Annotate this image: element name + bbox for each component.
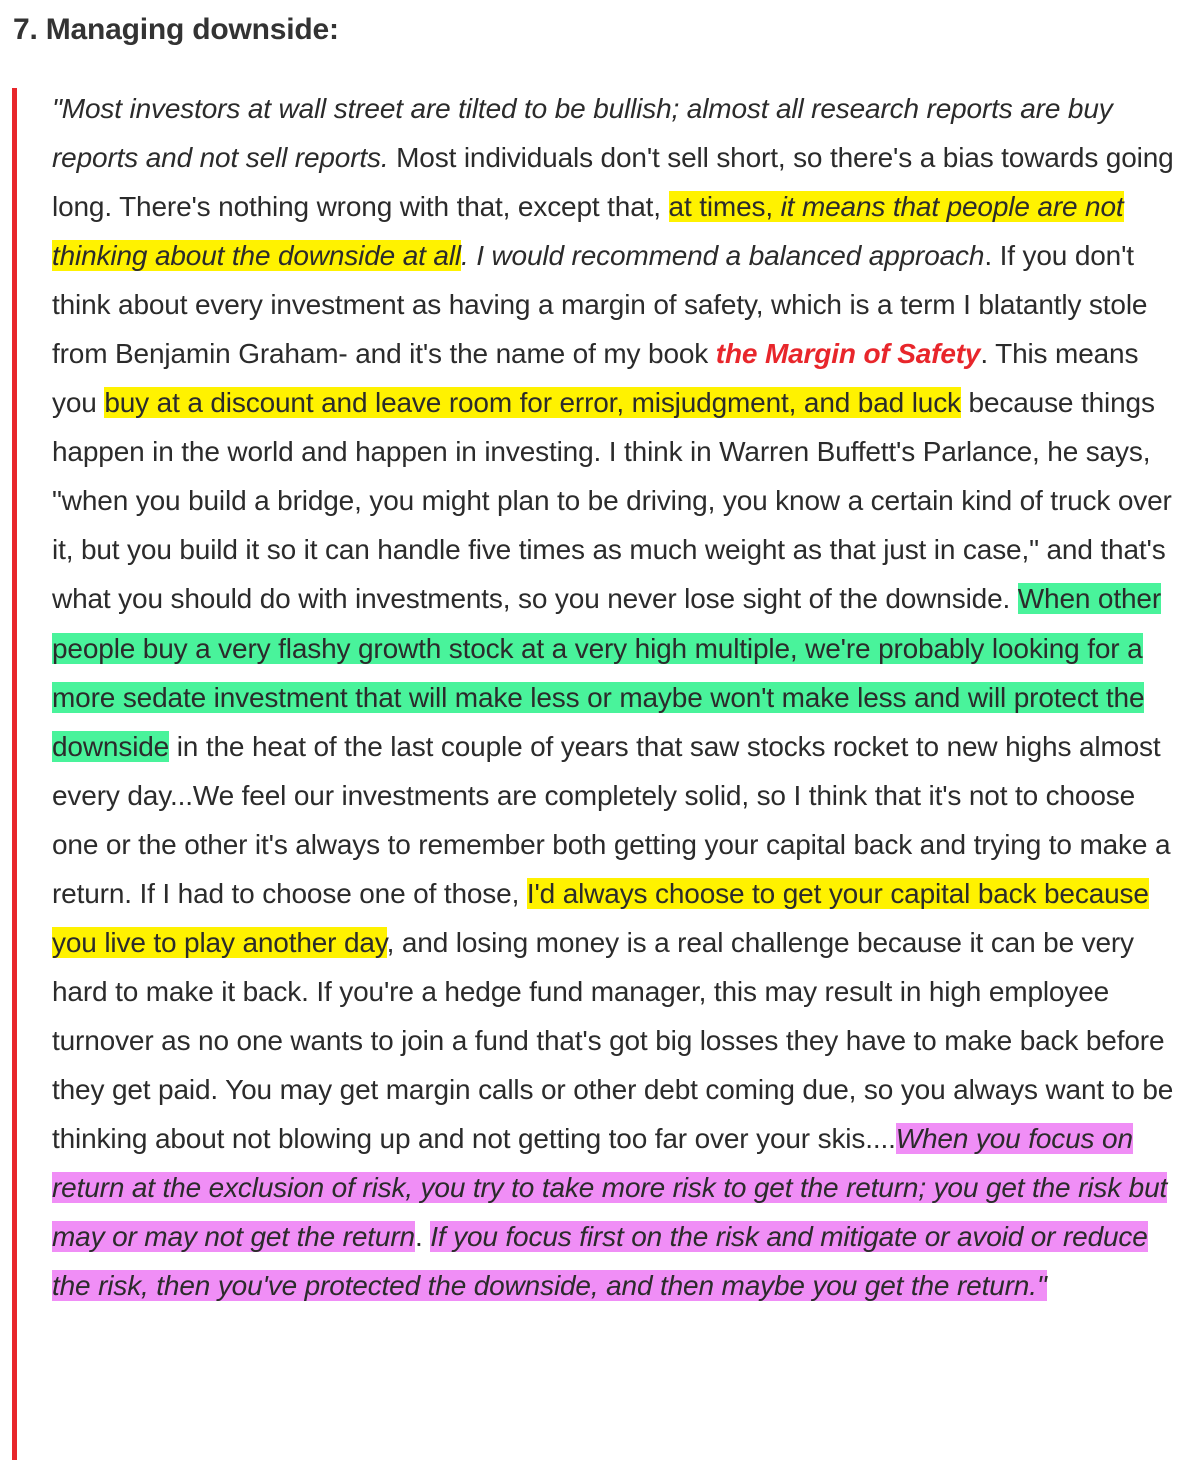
quote-text: Most individuals don't sell short, so there's a bias towards going long. There's nothing wrong with that, except that,: [52, 142, 1174, 223]
quote-text-italic: . I would recommend a balanced approach: [460, 240, 985, 272]
quote-text: because things happen in the world and happen in investing. I think in Warren Buffett's Parlance, he says, "when you build a bridge, you might plan to be driving, you know a certain kind of truck over it, but you build it so it can handle five times as much weight as that just in case," and that's what you should do with investments, so you never lose sight of the downside.: [52, 387, 1172, 615]
section-heading: 7. Managing downside:: [13, 13, 339, 46]
quote-text: in the heat of the last couple of years that saw stocks rocket to new highs almost every day...We feel our investments are completely solid, so I think that it's not to choose one or the other it's always to remember both getting your capital back and trying to make a return. If I had to choose one of those,: [52, 730, 1171, 909]
highlight-yellow: I'd always choose to get your capital back because you live to play another day: [52, 877, 1149, 958]
quote-text: , and losing money is a real challenge because it can be very hard to make it back. If you're a hedge fund manager, this may result in high employee turnover as no one wants to join a fund that's got big losses they have to make back before they get paid. You may get margin calls or other debt coming due, so you always want to be thinking about not blowing up and not getting too far over your skis....: [52, 926, 1174, 1154]
quote-text: . If you don't think about every investment as having a margin of safety, which is a term I blatantly stole from Benjamin Graham- and it's the name of my book: [52, 240, 1148, 370]
blockquote-text: [52, 84, 1186, 1310]
highlight-pink-italic: When you focus on return at the exclusion of risk, you try to take more risk to get the return; you get the risk but may or may not get the return: [52, 1122, 1168, 1253]
book-title: the Margin of Safety: [715, 338, 981, 370]
highlight-yellow-italic: it means that people are not thinking about the downside at all: [52, 191, 1124, 272]
quote-text: .: [414, 1221, 431, 1253]
quote-text-italic: "Most investors at wall street are tilted to be bullish; almost all research reports are buy reports and not sell reports.: [52, 93, 1113, 174]
highlight-yellow: buy at a discount and leave room for error, misjudgment, and bad luck: [104, 387, 961, 419]
blockquote-bar: [12, 88, 17, 1460]
highlight-green: When other people buy a very flashy growth stock at a very high multiple, we're probably looking for a more sedate investment that will make less or maybe won't make less and will protect the downside: [52, 583, 1161, 762]
highlight-pink-italic: If you focus first on the risk and mitigate or avoid or reduce the risk, then you've protected the downside, and then maybe you get the return.": [52, 1221, 1148, 1302]
quote-text: . This means you: [52, 338, 1139, 419]
highlight-yellow: at times,: [668, 191, 781, 223]
